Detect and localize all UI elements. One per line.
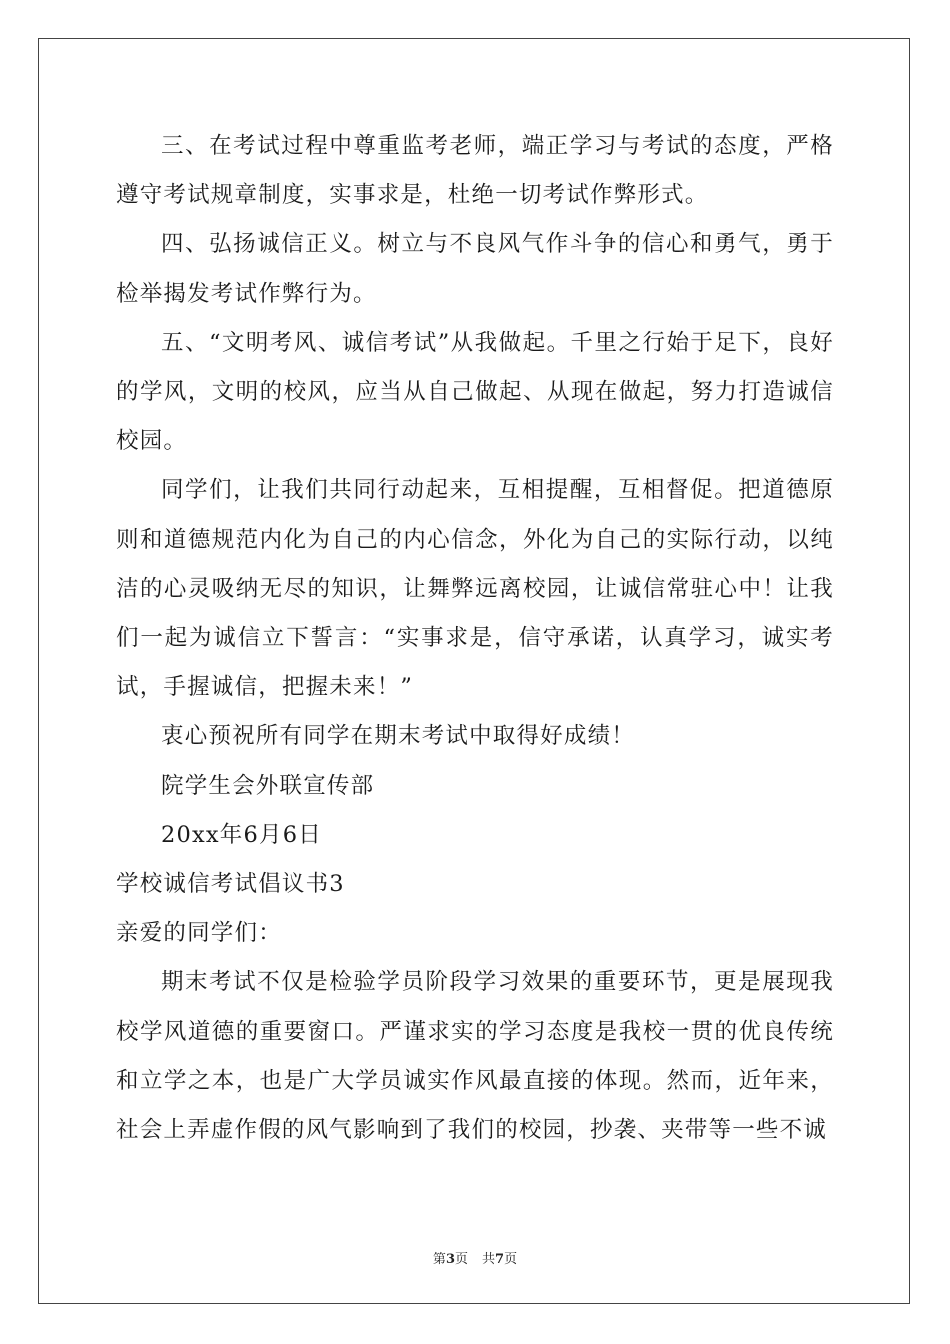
signature-organization: 院学生会外联宣传部 xyxy=(161,772,375,799)
salutation: 亲爱的同学们： xyxy=(116,920,282,947)
page-footer xyxy=(0,1248,950,1267)
footer-total-pages: 7 xyxy=(495,1252,505,1267)
paragraph-wishes: 衷心预祝所有同学在期末考试中取得好成绩！ xyxy=(161,723,636,750)
signature-date: 20xx年6月6日 xyxy=(161,821,322,848)
footer-page-suffix: 页 xyxy=(454,1252,468,1267)
paragraph-intro: 期末考试不仅是检验学员阶段学习效果的重要环节，更是展现我校学风道德的重要窗口。严谨求实的学习态度是我校一贯的优良传统和立学之本，也是广大学员诚实作风最直接的体现。然而，近年来，社会上弄虚作假的风气影响到了我们的校园，抄袭、夹带等一些不诚 xyxy=(116,969,834,1144)
footer-page-prefix: 第 xyxy=(432,1252,446,1267)
footer-total-prefix: 共 xyxy=(482,1252,496,1267)
document-body xyxy=(116,122,834,1155)
paragraph-rule-five: 五、“文明考风、诚信考试”从我做起。千里之行始于足下，良好的学风，文明的校风，应当从自己做起、从现在做起，努力打造诚信校园。 xyxy=(116,329,834,455)
section-heading: 学校诚信考试倡议书3 xyxy=(116,871,345,898)
paragraph-rule-three: 三、在考试过程中尊重监考老师，端正学习与考试的态度，严格遵守考试规章制度，实事求是，杜绝一切考试作弊形式。 xyxy=(116,133,834,209)
paragraph-call-to-action: 同学们，让我们共同行动起来，互相提醒，互相督促。把道德原则和道德规范内化为自己的内心信念，外化为自己的实际行动，以纯洁的心灵吸纳无尽的知识，让舞弊远离校园，让诚信常驻心中！让我们一起为诚信立下誓言：“实事求是，信守承诺，认真学习，诚实考试，手握诚信，把握未来！” xyxy=(116,477,834,701)
paragraph-rule-four: 四、弘扬诚信正义。树立与不良风气作斗争的信心和勇气，勇于检举揭发考试作弊行为。 xyxy=(116,231,834,307)
footer-total-suffix: 页 xyxy=(504,1252,518,1267)
footer-page-number: 3 xyxy=(445,1252,455,1267)
